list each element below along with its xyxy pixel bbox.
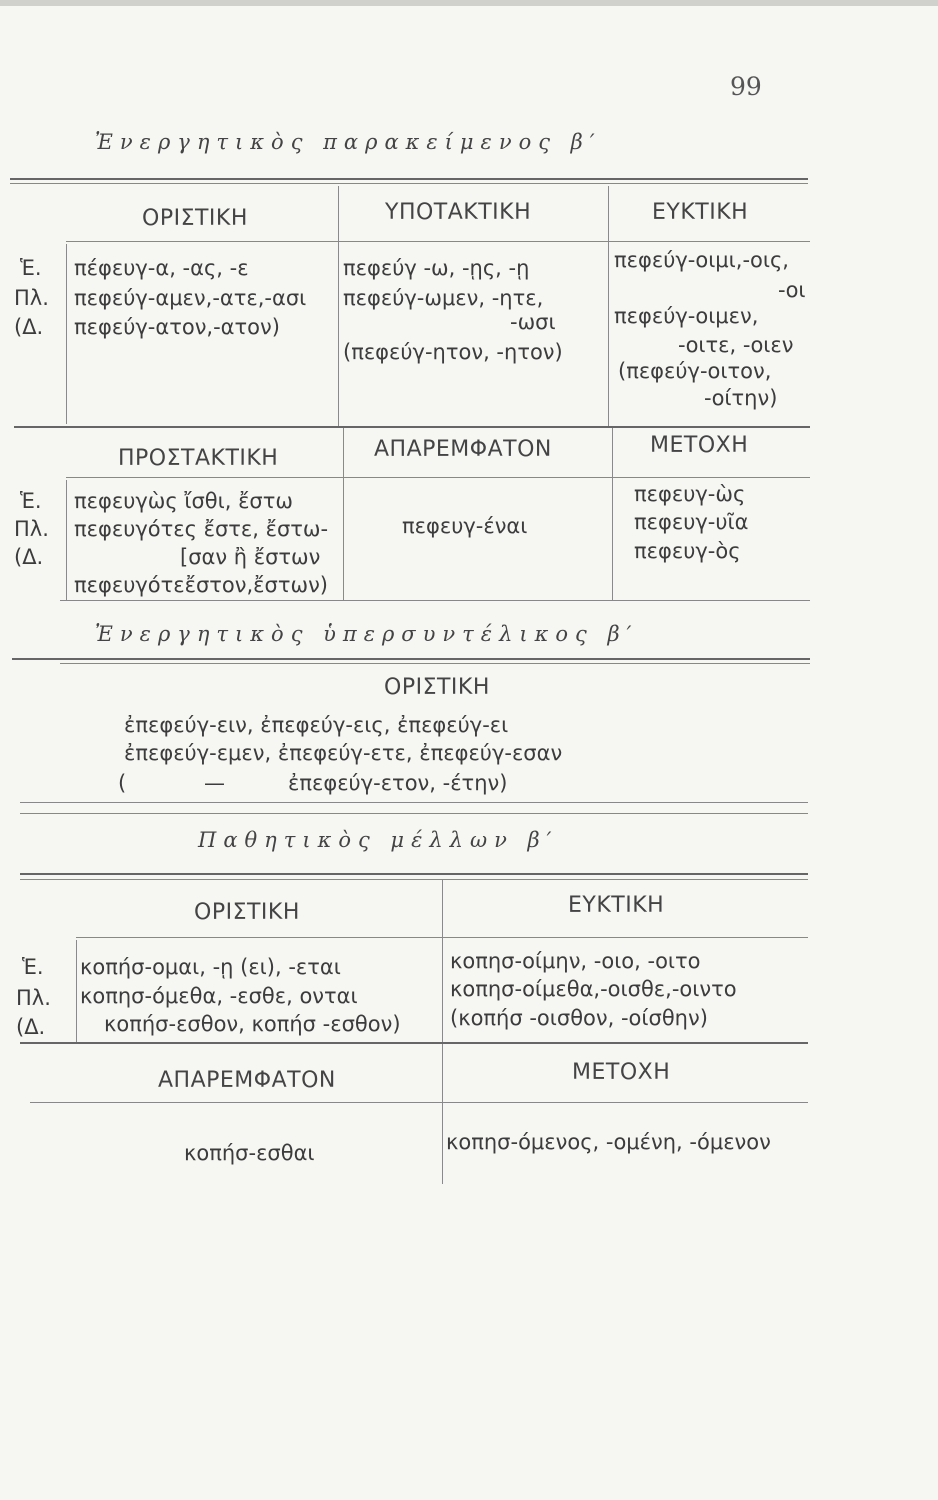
participle-form: πεφευγ-ὸς xyxy=(634,539,741,563)
divider xyxy=(66,241,810,242)
conjugation-form: κοπησ-οίμην, -οιο, -οιτο xyxy=(450,949,701,973)
column-header: ΥΠΟΤΑΚΤΙΚΗ xyxy=(385,200,532,225)
column-header: ΟΡΙΣΤΙΚΗ xyxy=(194,900,300,925)
divider xyxy=(20,813,808,814)
column-header: ΜΕΤΟΧΗ xyxy=(650,433,749,458)
scan-edge xyxy=(0,0,938,6)
divider xyxy=(66,477,810,478)
column-rule xyxy=(442,1044,443,1184)
number-label: Ἑ. xyxy=(22,955,44,979)
section-title-pluperfect-active: Ἐνεργητικὸς ὑπερσυντέλικος β′ xyxy=(95,622,639,646)
conjugation-form: πεφευγὼς ἴσθι, ἔστω xyxy=(74,489,293,513)
conjugation-form: πεφεύγ-οιμι,-οις, xyxy=(614,248,789,272)
number-label: Πλ. xyxy=(14,286,49,310)
number-label: Ἑ. xyxy=(20,489,42,513)
column-rule xyxy=(608,186,609,426)
column-header: ΕΥΚΤΙΚΗ xyxy=(568,893,665,918)
conjugation-form: — xyxy=(204,771,225,795)
column-rule xyxy=(338,186,339,426)
column-header: ΕΥΚΤΙΚΗ xyxy=(652,200,749,225)
conjugation-form: ἐπεφεύγ-ετον, -έτην) xyxy=(288,771,508,795)
column-header: ΟΡΙΣΤΙΚΗ xyxy=(142,206,248,231)
infinitive-form: πεφευγ-έναι xyxy=(402,514,528,538)
column-header: ΜΕΤΟΧΗ xyxy=(572,1060,671,1085)
conjugation-form: (κοπήσ -οισθον, -οίσθην) xyxy=(450,1006,708,1030)
conjugation-form: κοπησ-οίμεθα,-οισθε,-οιντο xyxy=(450,977,737,1001)
divider xyxy=(30,1102,808,1103)
conjugation-form: πεφεύγ-ωμεν, -ητε, xyxy=(343,286,544,310)
participle-form: πεφευγ-υῖα xyxy=(634,510,749,534)
column-rule xyxy=(442,880,443,1042)
conjugation-form: πεφευγότεἔστον,ἔστων) xyxy=(74,573,328,597)
number-label: Πλ. xyxy=(14,517,49,541)
column-rule xyxy=(66,480,67,600)
number-label: Πλ. xyxy=(16,986,51,1010)
column-rule xyxy=(612,428,613,600)
participle-form: κοπησ-όμενος, -ομένη, -όμενον xyxy=(446,1130,771,1154)
conjugation-form: πέφευγ-α, -ας, -ε xyxy=(74,256,249,280)
conjugation-form: -οίτην) xyxy=(704,386,778,410)
divider xyxy=(10,178,808,180)
conjugation-form: ἐπεφεύγ-εμεν, ἐπεφεύγ-ετε, ἐπεφεύγ-εσαν xyxy=(124,741,563,765)
conjugation-form: (πεφεύγ-οιτον, xyxy=(618,359,772,383)
participle-form: πεφευγ-ὼς xyxy=(634,482,746,506)
conjugation-form: πεφευγότες ἔστε, ἔστω- xyxy=(74,517,329,541)
conjugation-form: [σαν ἢ ἔστων xyxy=(180,545,321,569)
column-header: ΠΡΟΣΤΑΚΤΙΚΗ xyxy=(118,446,279,471)
column-header: ΟΡΙΣΤΙΚΗ xyxy=(384,675,490,700)
conjugation-form: πεφεύγ-οιμεν, xyxy=(614,304,759,328)
divider xyxy=(20,873,808,875)
number-label: (Δ. xyxy=(14,315,44,339)
conjugation-form: πεφεύγ-ατον,-ατον) xyxy=(74,315,280,339)
section-title-perfect-active: Ἐνεργητικὸς παρακείμενος β′ xyxy=(95,130,602,154)
conjugation-form: πεφεύγ-αμεν,-ατε,-ασι xyxy=(74,286,307,310)
conjugation-form: ( xyxy=(118,771,127,795)
conjugation-form: κοπήσ-ομαι, -ῃ (ει), -εται xyxy=(80,955,341,979)
number-label: (Δ. xyxy=(14,545,44,569)
column-rule xyxy=(76,940,77,1042)
divider xyxy=(20,1042,808,1044)
column-header: ΑΠΑΡΕΜΦΑΤΟΝ xyxy=(158,1068,336,1093)
divider xyxy=(60,663,810,664)
conjugation-form: κοπήσ-εσθον, κοπήσ -εσθον) xyxy=(104,1012,401,1036)
conjugation-form: -οι xyxy=(778,278,806,302)
conjugation-form: κοπησ-όμεθα, -εσθε, ονται xyxy=(80,984,358,1008)
divider xyxy=(12,658,810,660)
conjugation-form: (πεφεύγ-ητον, -ητον) xyxy=(343,340,563,364)
conjugation-form: -οιτε, -οιεν xyxy=(678,333,794,357)
conjugation-form: πεφεύγ -ω, -ῃς, -ῃ xyxy=(343,256,530,280)
column-rule xyxy=(66,244,67,424)
divider xyxy=(10,183,808,184)
divider xyxy=(20,802,808,803)
divider xyxy=(20,879,808,880)
section-title-future-passive: Παθητικὸς μέλλων β′ xyxy=(198,828,559,852)
column-header: ΑΠΑΡΕΜΦΑΤΟΝ xyxy=(374,437,552,462)
divider xyxy=(60,600,810,601)
conjugation-form: ἐπεφεύγ-ειν, ἐπεφεύγ-εις, ἐπεφεύγ-ει xyxy=(124,713,509,737)
divider xyxy=(14,426,810,428)
number-label: Ἑ. xyxy=(20,256,42,280)
page-number: 99 xyxy=(730,72,762,101)
infinitive-form: κοπήσ-εσθαι xyxy=(184,1141,315,1165)
number-label: (Δ. xyxy=(16,1015,46,1039)
column-rule xyxy=(343,428,344,600)
conjugation-form: -ωσι xyxy=(510,310,556,334)
